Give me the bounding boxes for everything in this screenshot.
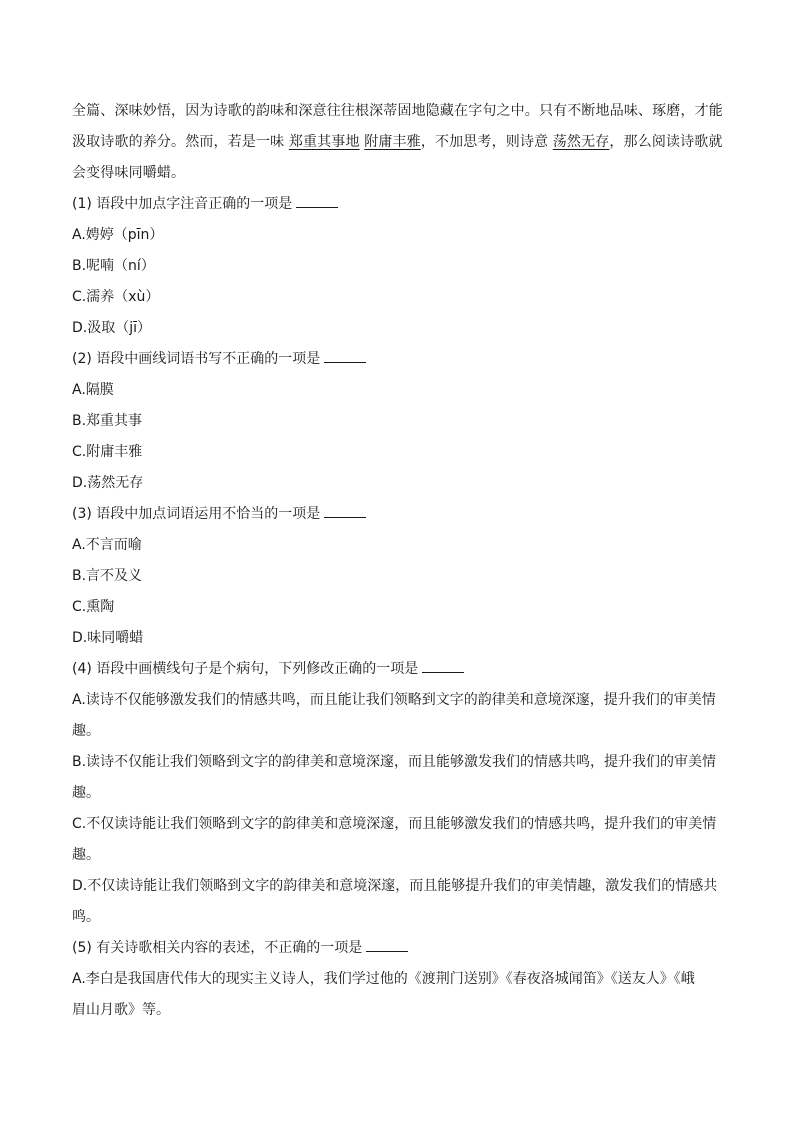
option-line: A.李白是我国唐代伟大的现实主义诗人，我们学过他的《渡荆门送别》《春夜洛城闻笛》《送友人》《峨 — [72, 971, 695, 987]
option: B.言不及义 — [72, 568, 143, 584]
passage-text: ，不加思考，则诗意 — [420, 134, 553, 150]
option-line: 鸣。 — [72, 909, 100, 925]
underlined-phrase-2: 附庸丰雅 — [364, 134, 421, 150]
passage-line-2 — [72, 127, 722, 158]
page-content — [72, 96, 722, 1026]
question-1-stem — [72, 189, 722, 220]
option-line: 趣。 — [72, 723, 100, 739]
question-text: (2) 语段中画线词语书写不正确的一项是 — [72, 351, 321, 367]
question-text: (3) 语段中加点词语运用不恰当的一项是 — [72, 506, 321, 522]
option: D.荡然无存 — [72, 475, 144, 491]
option-line: 眉山月歌》等。 — [72, 1002, 170, 1018]
answer-blank[interactable] — [324, 505, 366, 518]
passage-line-3: 会变得味同嚼蜡。 — [72, 165, 186, 181]
answer-blank[interactable] — [366, 939, 408, 952]
underlined-phrase-1: 郑重其事地 — [288, 134, 360, 150]
question-text: (5) 有关诗歌相关内容的表述，不正确的一项是 — [72, 940, 363, 956]
question-text: (1) 语段中加点字注音正确的一项是 — [72, 196, 293, 212]
option: A.娉婷（pīn） — [72, 227, 164, 243]
option-line: C.不仅读诗能让我们领略到文字的韵律美和意境深邃，而且能够激发我们的情感共鸣，提升我们的审美情 — [72, 816, 717, 832]
question-5-stem — [72, 933, 722, 964]
question-2-stem — [72, 344, 722, 375]
option-line: B.读诗不仅能让我们领略到文字的韵律美和意境深邃，而且能够激发我们的情感共鸣，提升我们的审美情 — [72, 754, 717, 770]
option: D.汲取（jī） — [72, 320, 152, 336]
passage-text: ，那么阅读诗歌就 — [609, 134, 723, 150]
question-text: (4) 语段中画横线句子是个病句，下列修改正确的一项是 — [72, 661, 419, 677]
option: C.附庸丰雅 — [72, 444, 143, 460]
answer-blank[interactable] — [422, 660, 464, 673]
question-3-stem — [72, 499, 722, 530]
option: C.濡养（xù） — [72, 289, 160, 305]
passage-text: 汲取诗歌的养分。然而，若是一味 — [72, 134, 289, 150]
option-line: 趣。 — [72, 785, 100, 801]
passage-line-1: 全篇、深味妙悟，因为诗歌的韵味和深意往往根深蒂固地隐藏在字句之中。只有不断地品味、琢磨，才能 — [72, 103, 723, 119]
option: B.呢喃（ní） — [72, 258, 155, 274]
option: C.熏陶 — [72, 599, 115, 615]
option: D.味同嚼蜡 — [72, 630, 144, 646]
option: B.郑重其事 — [72, 413, 143, 429]
option: A.不言而喻 — [72, 537, 142, 553]
answer-blank[interactable] — [324, 350, 366, 363]
option-line: A.读诗不仅能够激发我们的情感共鸣，而且能让我们领略到文字的韵律美和意境深邃，提升我们的审美情 — [72, 692, 716, 708]
option-line: 趣。 — [72, 847, 100, 863]
answer-blank[interactable] — [296, 195, 338, 208]
question-4-stem — [72, 654, 722, 685]
option-line: D.不仅读诗能让我们领略到文字的韵律美和意境深邃，而且能够提升我们的审美情趣，激发我们的情感共 — [72, 878, 718, 894]
underlined-phrase-3: 荡然无存 — [552, 134, 610, 150]
option: A.隔膜 — [72, 382, 114, 398]
